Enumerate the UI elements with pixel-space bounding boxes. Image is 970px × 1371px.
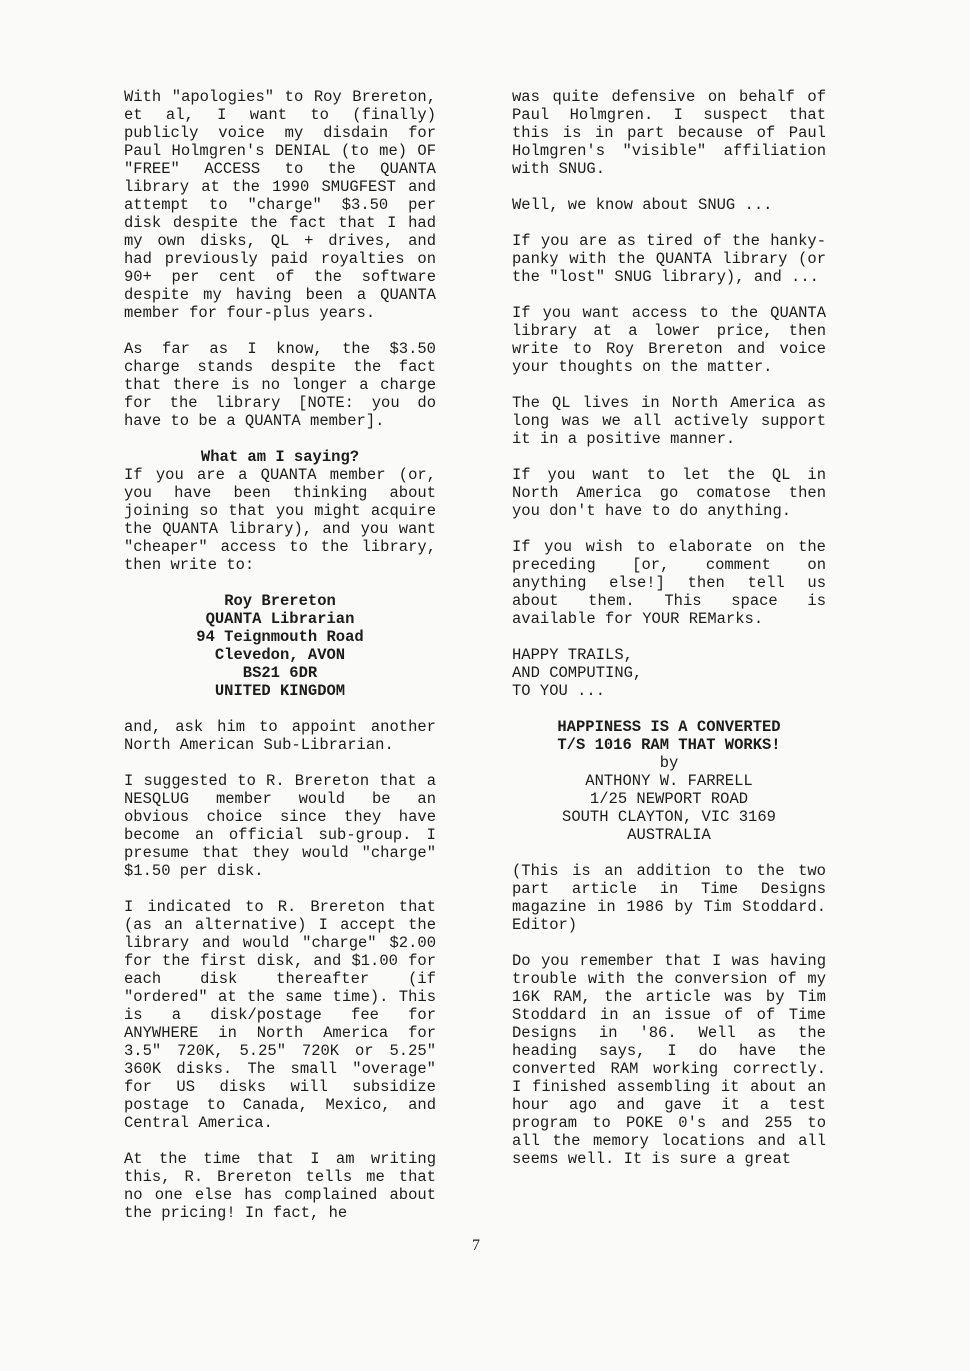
article-title-line: T/S 1016 RAM THAT WORKS! — [557, 736, 781, 754]
paragraph: was quite defensive on behalf of Paul Holmgren. I suspect that this is in part because of Paul Holmgren's "visible" affiliation with SNUG. — [512, 88, 826, 178]
byline-line: ANTHONY W. FARRELL — [585, 772, 753, 790]
paragraph: If you wish to elaborate on the preceding [or, comment on anything else!] then tell us about them. This space is available for YOUR REMarks. — [512, 538, 826, 628]
mailing-address — [124, 592, 436, 700]
byline-line: AUSTRALIA — [627, 826, 711, 844]
paragraph: At the time that I am writing this, R. Brereton tells me that no one else has complained about the pricing! In fact, he — [124, 1150, 436, 1222]
address-line: QUANTA Librarian — [205, 610, 355, 628]
sign-off-line: AND COMPUTING, — [512, 664, 643, 682]
article-title-line: HAPPINESS IS A CONVERTED — [557, 718, 781, 736]
paragraph: and, ask him to appoint another North American Sub-Librarian. — [124, 718, 436, 754]
left-column — [124, 88, 436, 1240]
address-line: 94 Teignmouth Road — [196, 628, 364, 646]
paragraph: If you are as tired of the hanky-panky with the QUANTA library (or the "lost" SNUG library), and ... — [512, 232, 826, 286]
paragraph: I suggested to R. Brereton that a NESQLUG member would be an obvious choice since they have become an official sub-group. I presume that they would "charge" $1.50 per disk. — [124, 772, 436, 880]
paragraph: I indicated to R. Brereton that (as an alternative) I accept the library and would "charge" $2.00 for the first disk, and $1.00 for each disk thereafter (if "ordered" at the same time). This is a disk/postage fee for ANYWHERE in North America for 3.5" 720K, 5.25" 720K or 5.25" 360K disks. The small "overage" for US disks will subsidize postage to Canada, Mexico, and Central America. — [124, 898, 436, 1132]
address-line: BS21 6DR — [242, 664, 318, 682]
paragraph: Do you remember that I was having trouble with the conversion of my 16K RAM, the article was by Tim Stoddard in an issue of of Time Designs in '86. Well as the heading says, I do have the converted RAM working correctly. I finished assembling it about an hour ago and gave it a test program to POKE 0's and 255 to all the memory locations and all seems well. It is sure a great — [512, 952, 826, 1168]
address-line: Roy Brereton — [224, 592, 336, 610]
address-line: UNITED KINGDOM — [214, 682, 346, 700]
right-column — [512, 88, 826, 1186]
page-number: 7 — [472, 1237, 480, 1254]
byline-line: 1/25 NEWPORT ROAD — [589, 790, 749, 808]
paragraph: The QL lives in North America as long was we all actively support it in a positive manner. — [512, 394, 826, 448]
byline-line: SOUTH CLAYTON, VIC 3169 — [562, 808, 776, 826]
byline-line: by — [659, 754, 679, 772]
section-heading: What am I saying? — [200, 448, 360, 466]
paragraph: As far as I know, the $3.50 charge stands despite the fact that there is no longer a charge for the library [NOTE: you do have to be a QUANTA member]. — [124, 340, 436, 430]
paragraph: (This is an addition to the two part article in Time Designs magazine in 1986 by Tim Stoddard. Editor) — [512, 862, 826, 934]
sign-off-line: TO YOU ... — [512, 682, 606, 700]
address-line: Clevedon, AVON — [214, 646, 346, 664]
article-byline — [512, 754, 826, 844]
article-title — [512, 718, 826, 754]
sign-off — [512, 646, 826, 700]
paragraph: If you are a QUANTA member (or, you have been thinking about joining so that you might acquire the QUANTA library), and you want "cheaper" access to the library, then write to: — [124, 466, 436, 574]
paragraph: If you want to let the QL in North America go comatose then you don't have to do anything. — [512, 466, 826, 520]
paragraph: If you want access to the QUANTA library at a lower price, then write to Roy Brereton and voice your thoughts on the matter. — [512, 304, 826, 376]
sign-off-line: HAPPY TRAILS, — [512, 646, 633, 664]
paragraph: With "apologies" to Roy Brereton, et al, I want to (finally) publicly voice my disdain for Paul Holmgren's DENIAL (to me) OF "FREE" ACCESS to the QUANTA library at the 1990 SMUGFEST and attempt to "charge" $3.50 per disk despite the fact that I had my own disks, QL + drives, and had previously paid royalties on 90+ per cent of the software despite my having been a QUANTA member for four-plus years. — [124, 88, 436, 322]
paragraph: Well, we know about SNUG ... — [512, 196, 773, 214]
